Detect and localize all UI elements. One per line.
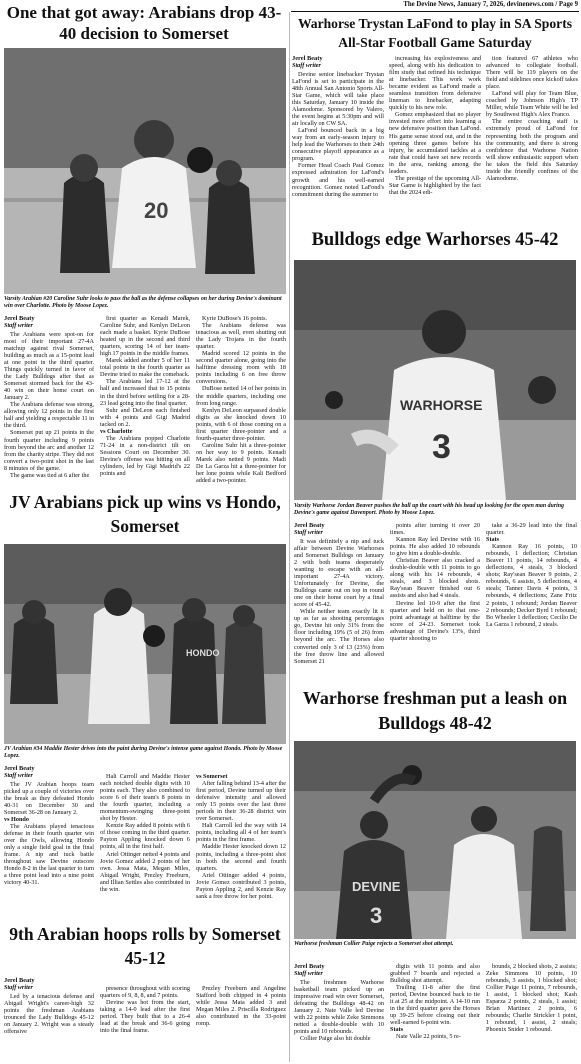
byline-role: Staff writer — [4, 772, 33, 780]
girls-basketball-photo-icon — [4, 48, 286, 294]
story2-col2 — [389, 55, 481, 225]
paragraph: Devine led 10-9 after the first quarter and held on to that one-point advantage at halftime by the score of 24-23. Somerset took advantage of Devine's 13%, third quarter shooting to — [390, 599, 480, 642]
paragraph: The freshmen Warhorse basketball team picked up an impressive road win over Somerset, defeating the Bulldogs 48-42 on January 2. Nate Valle led Devine with 22 points while Zeke Simmons netted a double-double with 10 points and 10 rebounds. — [294, 978, 384, 1036]
paragraph: first quarter as Kenadi Marek, Caroline Suhr, and Kenlyn DeLeon each made a basket. Kyrie DuBose heated up in the second and third quarters, scoring 14 of her team-high 17 points in the middle frames. — [100, 315, 190, 358]
story3-col1 — [294, 522, 384, 682]
story3-photo — [294, 260, 576, 500]
jersey-number: 3 — [370, 903, 383, 928]
svg-text:HONDO: HONDO — [186, 648, 220, 658]
paragraph: The entire coaching staff is extremely proud of LaFond for representing both the program and the community, and there is strong confidence that Warhorse Nation will show enthusiastic support when he takes the field this Saturday inside the friendly confines of the Alamodome. — [486, 118, 578, 182]
byline: Jerel Beaty — [294, 963, 325, 970]
story1-headline: One that got away: Arabians drop 43-40 decision to Somerset — [6, 3, 282, 43]
paragraph: It was definitely a nip and tuck affair between Devine Warhorses and Somerset Bulldogs on January 2 with both teams desperately wanting to escape with an all-important 27-4A victory. Unfortunately for Devine, the Bulldogs came out on top in round one on their home court by a final score of 45-42. — [294, 537, 384, 609]
paragraph: Nate Valle 22 points, 5 re- — [396, 1033, 461, 1041]
paragraph: Devine senior linebacker Trystan LaFond is set to participate in the 48th Annual San Antonio Sports All-Star Game, which will take place this Saturday, January 10 inside the Alamodome. Sponsored by Valero, the event begins at 5:30pm and will air locally on CW SA. — [292, 70, 384, 128]
story6-col2 — [100, 985, 190, 1062]
paragraph: The Arabians defense was strong, allowing only 12 points in the first half and yielding a respectable 11 in the third. — [4, 401, 94, 430]
paragraph: Christian Beaver also cracked a double-double with 11 points to go along with his 14 rebounds, 4 steals, and 3 blocked shots. Ray'sean Beaver finished out 6 assists and also had 4 steals. — [390, 557, 480, 600]
story2-col3 — [486, 55, 578, 225]
story1-col2 — [100, 315, 190, 491]
paragraph: Ariel Ottinger added 4 points, Jovie Gomez contributed 3 points, Payton Appling 2, and Kenzie Ray sank a free throw for her point. — [196, 871, 286, 900]
paragraph: Trailing 11-8 after the first period, Devine bounced back to tie it at 25 at the midpoint. A 14-10 run in the third quarter gave the Horses up 39-25 before closing out their well-earned 6-point win. — [390, 984, 480, 1027]
subhead: vs Somerset — [196, 773, 228, 780]
paragraph: DuBose netted 14 of her points in the middle quarters, including one from long range. — [196, 385, 286, 407]
story4-col1 — [4, 765, 94, 915]
byline-role: Staff writer — [294, 529, 323, 537]
story4-photo — [4, 544, 286, 744]
byline-role: Staff writer — [4, 984, 33, 992]
story6-headline: 9th Arabian hoops rolls by Somerset 45-12 — [9, 924, 281, 968]
paragraph: presence throughout with scoring quarters of 9, 8, 8, and 7 points. — [100, 985, 190, 1000]
paragraph: increasing his explosiveness and speed, along with his dedication to film study that refined his technique at linebacker. This work work became evident as LaFond made a seamless transition from defensive lineman to linebacker, adapting quickly to his new role. — [389, 55, 481, 112]
paragraph: The game was tied at 6 after the — [10, 471, 90, 479]
masthead-rule — [291, 11, 579, 12]
byline: Jerel Beaty — [4, 977, 35, 984]
story3-headline: Bulldogs edge Warhorses 45-42 — [311, 230, 559, 250]
paragraph: The prestige of the upcoming All-Star Game is highlighted by the fact that the 2024 edi- — [389, 174, 481, 196]
masthead: The Devine News, January 7, 2026, devinenews.com / Page 9 — [403, 1, 578, 8]
paragraph: Kannon Ray led Devine with 16 points. He also added 10 rebounds to give him a double-double. — [390, 536, 480, 558]
paragraph: Hali Carroll and Maddie Hester each notched double digits with 10 points each. They also combined to score 6 of their team's 8 points in the fourth quarter, including a momentum-swinging three-point shot by Hester. — [100, 773, 190, 823]
paragraph: The Arabians played tenacious defense in their fourth quarter win over the Owls, allowing Hondo only a single field goal in the final frame. A nip and tuck battle throughout saw Devine outscore Hondo 8-2 in the last quarter to turn a three point lead into a nine point victory 40-31. — [4, 823, 94, 887]
paragraph: bounds, 2 blocked shots, 2 assists; Zeke Simmons 10 points, 10 rebounds, 3 assists, 1 blocked shot; Collier Paige 11 points, 7 rebounds, 1 assist, 1 blocked shot; Kash Esparza 2 points, 2 steals, 1 assist; Brian Martinez 2 points, 6 rebounds; Charlie Strickler 1 point, 1 rebound, 1 assist, 2 steals; Phoenix Snider 1 rebound. — [486, 963, 577, 1034]
paragraph: Maddie Hester knocked down 12 points, including a three-point shot in both the second and fourth quarters. — [196, 843, 286, 872]
story5-col2 — [390, 963, 480, 1063]
paragraph: Collier Paige also hit double — [300, 1035, 371, 1043]
subhead: vs Hondo — [4, 816, 29, 824]
paragraph: The Arabians led 17-12 at the half and increased that to 15 points in the third before settling for a 28-23 lead going into the final quarter. — [100, 378, 190, 407]
byline: Jerel Beaty — [4, 315, 35, 322]
warhorse-basketball-photo-icon — [294, 260, 576, 500]
paragraph: The Arabians defense was tenacious as well, even shutting out the Lady Trojans in the fourth quarter. — [196, 322, 286, 351]
paragraph: digits with 11 points and also grabbed 7 boards and rejected a Bulldog shot attempt. — [390, 963, 480, 985]
paragraph: The Arabians popped Charlotte 71-24 in a non-district tilt on Sessions Court on December 30. Devine's offense was hitting on all cylinders, led by Gigi Madrid's 22 points and — [100, 434, 190, 478]
byline-role: Staff writer — [4, 322, 33, 330]
paragraph: Madrid scored 12 points in the second quarter alone, going into the halftime dressing room with 18 points including 6 on free throw conversions. — [196, 350, 286, 386]
paragraph: Kannon Ray 16 points, 10 rebounds, 1 deflection; Christian Beaver 11 points, 14 rebounds, 4 deflections, 4 steals, 3 blocked shots; Ray'sean Beaver 9 points, 2 rebounds, 6 assists, 5 deflections, 4 steals; Tanner Davis 4 points, 3 rebounds, 4 deflections; Zane Fritz 2 points, 1 rebound; Jordan Beaver 2 rebounds; Decker Byrd 1 rebound; Bo Wheeler 1 deflection; Cecilio De La Garza 1 rebound, 2 steals. — [486, 543, 577, 628]
story1-photo — [4, 48, 286, 294]
subhead: Stats — [486, 536, 500, 544]
story6-col1 — [4, 977, 94, 1062]
paragraph: While neither team exactly lit it up as far as shooting percentages go, Devine hit only 31% from the floor including 19% (5 of 26) from beyond the arc. The Horses also converted only 3 of 13 (23%) from the free throw line and allowed Somerset 21 — [294, 608, 384, 665]
story5-col3 — [486, 963, 577, 1063]
paragraph: points after turning it over 20 times. — [390, 522, 480, 537]
paragraph: The Arabians were spot-on for most of their important 27-4A matchup against rival Somerset, building as much as a 15-point lead at one point in the third quarter. Things quickly turned in favor of the Lady Bulldogs after that as Somerset stormed back for the 43-40 win on their home court on January 2. — [4, 330, 94, 402]
paragraph: LaFond bounced back in a big way from an early-season injury to help lead the Warhorses to their 24th consecutive playoff appearance as a program. — [292, 127, 384, 163]
story3-caption: Varsity Warhorse Jordan Beaver pushes the ball up the court with his head up looking for the open man during Devine's game against Davenport. Photo by Moose Lopez. — [294, 503, 564, 516]
paragraph: take a 36-29 lead into the final quarter. — [486, 522, 577, 537]
paragraph: Devine was hot from the start, taking a 14-0 lead after the first period. They built that to a 26-4 lead at the break and 36-6 going into the final frame. — [100, 999, 190, 1035]
jersey-text: WARHORSE — [400, 397, 483, 413]
paragraph: Kenlyn DeLeon surpassed double digits as she knocked down 10 points, with 6 of those coming on a first quarter three-pointer and a fourth-quarter three-pointer. — [196, 406, 286, 442]
story2-col1 — [292, 55, 384, 225]
story5-headline: Warhorse freshman put a leash on Bulldogs 48-42 — [302, 688, 568, 733]
byline-role: Staff writer — [292, 62, 321, 70]
jersey-number: 3 — [432, 428, 451, 466]
svg-text:20: 20 — [144, 198, 169, 223]
paragraph: Suhr and DeLeon each finished with 4 points and Gigi Madrid tacked on 2. — [100, 406, 190, 428]
story6-col3 — [196, 985, 286, 1062]
paragraph: Somerset put up 21 points in the fourth quarter including 9 points from beyond the arc and another 12 from the charity stripe. They did not convert a two-point shot in the last 8 minutes of the game. — [4, 429, 94, 472]
story5-photo — [294, 741, 576, 939]
paragraph: Ariel Ottinger netted 4 points and Jovie Gomez added 2 points of her own. Jessa Mata, Megan Miles, Abigail Wright, Prezley Freeburn, and Illian Settles also contributed in the win. — [100, 850, 190, 893]
story4-headline: JV Arabians pick up wins vs Hondo, Somerset — [9, 492, 281, 536]
story1-col1 — [4, 315, 94, 491]
paragraph: Hali Carroll led the way with 14 points, including all 4 of her team's points in the first frame. — [196, 822, 286, 844]
paragraph: LaFond will play for Team Blue, coached by Johnson High's TP Miller, while Team White will be led by Southwest High's Alex Franco. — [486, 90, 578, 119]
story1-col3 — [196, 315, 286, 491]
paragraph: Caroline Suhr hit a three-pointer on her way to 9 points. Kenadi Marek also netted 9 points. Madi De La Garza hit a three-pointer for her lone points while Kali Bedford added a two-pointer. — [196, 441, 286, 485]
paragraph: Former Head Coach Paul Gomez expressed admiration for LaFond's growth and his well-earned recognition. Gomez noted LaFond's commitment during the summer to — [292, 162, 384, 198]
freshman-basketball-photo-icon — [294, 741, 576, 939]
story4-col2 — [100, 773, 190, 915]
story5-caption: Warhorse freshman Collier Paige rejects a Somerset shot attempt. — [294, 941, 454, 947]
paragraph: Led by a tenacious defense and Abigail Wright's career-high 32 points the freshman Arabians trounced the Lady Bulldogs 45-12 on January 2. Wright was a steady offensive — [4, 992, 94, 1036]
column-divider — [289, 12, 290, 1062]
paragraph: The JV Arabian hoops team picked up a couple of victories over the break as they defeated Hondo 40-31 on December 30 and Somerset 36-28 on January 2. — [4, 780, 94, 816]
subhead: Stats — [390, 1026, 404, 1034]
jv-basketball-photo-icon — [4, 544, 286, 744]
story2-headline: Warhorse Trystan LaFond to play in SA Sports All-Star Football Game Saturday — [297, 16, 573, 50]
paragraph: Kenzie Ray added 8 points with 6 of those coming in the third quarter. Payton Appling knocked down 6 points, all in the first half. — [100, 822, 190, 851]
story3-col3 — [486, 522, 577, 682]
jersey-text: DEVINE — [352, 879, 401, 894]
story4-col3 — [196, 773, 286, 915]
paragraph: tion featured 67 athletes who advanced to collegiate football. There will be 119 players on the field and sidelines once kickoff takes place. — [486, 55, 578, 91]
byline: Jerel Beaty — [292, 55, 323, 62]
paragraph: Marek added another 5 of her 11 total points in the fourth quarter as Devine tried to make the comeback. — [100, 357, 190, 379]
story1-caption: Varsity Arabian #20 Caroline Suhr looks to pass the ball as the defense collapses on her during Devine's dominant win over Charlotte. Photo by Moose Lopez. — [4, 296, 282, 309]
byline: Jerel Beaty — [294, 522, 325, 529]
paragraph: After falling behind 13-4 after the first period, Devine turned up their defensive intensity and allowed only 15 points over the last three periods in their 36-28 district win over Somerset. — [196, 780, 286, 823]
paragraph: Gomez emphasized that no player invested more effort into learning a new defensive position than LaFond. His game sense stood out, and in the opening three games before his injury, he accumulated tackles at a rate that could have set new records in the area, ranking among the leaders. — [389, 111, 481, 175]
story4-caption: JV Arabian #34 Maddie Hester drives into the paint during Devine's intense game against Hondo. Photo by Moose Lopez. — [4, 746, 283, 759]
paragraph: Kyrie DuBose's 16 points. — [202, 315, 268, 322]
story3-col2 — [390, 522, 480, 682]
paragraph: Prezley Freeburn and Angeline Stafford both chipped in 4 points while Jessa Mata added 3 and Megan Miles 2. Priscilla Rodriguez also contributed in the 33-point romp. — [196, 985, 286, 1028]
story5-col1 — [294, 963, 384, 1063]
subhead: vs Charlotte — [100, 427, 133, 435]
byline-role: Staff writer — [294, 970, 323, 978]
byline: Jerel Beaty — [4, 765, 35, 772]
